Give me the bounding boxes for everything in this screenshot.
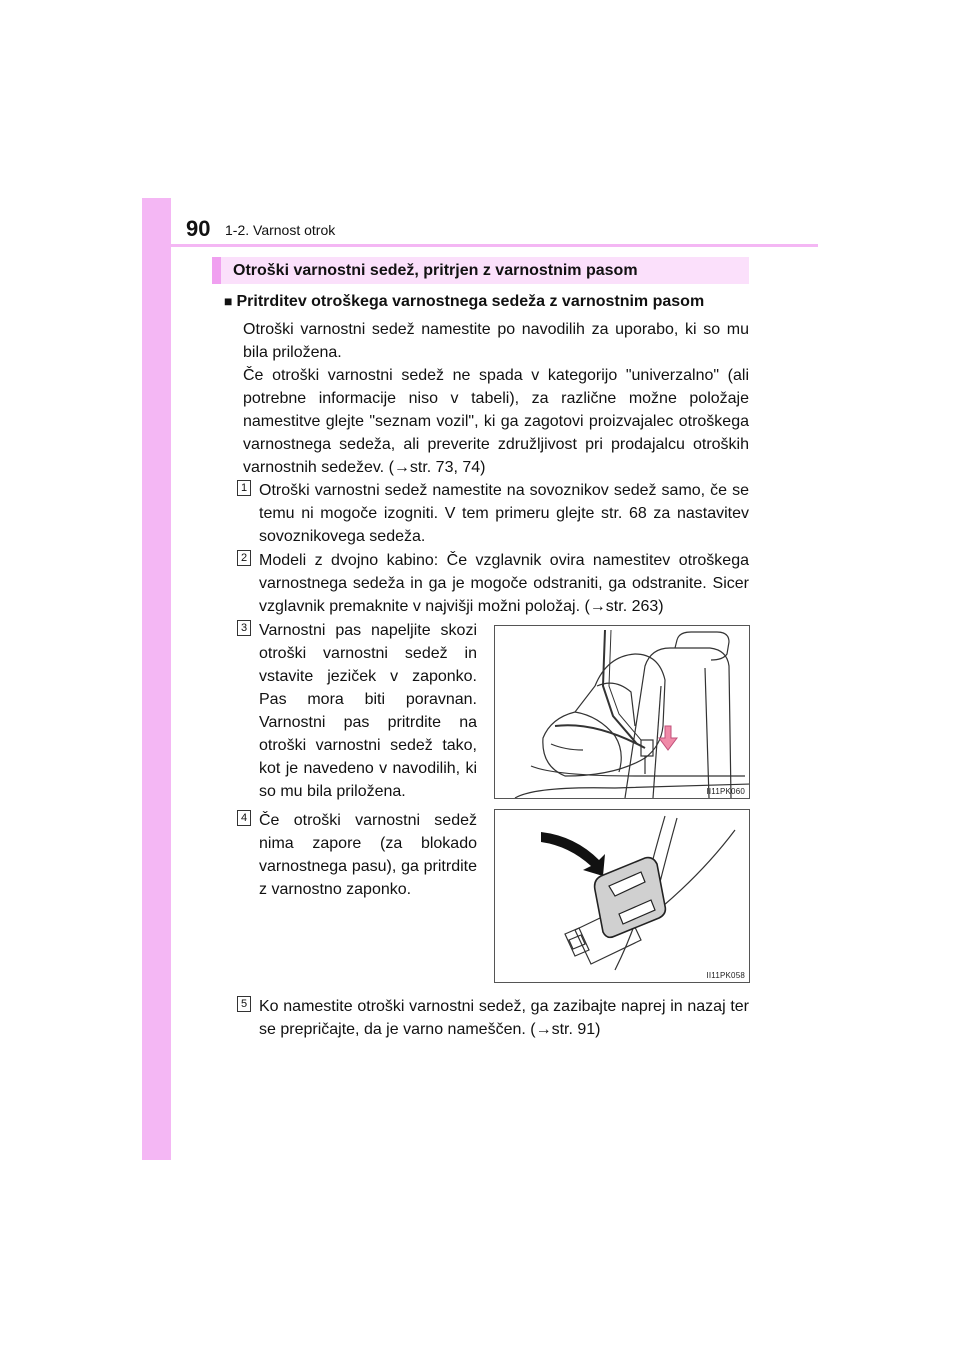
step-2-text: Modeli z dvojno kabino: Če vzglavnik ovira namestitev otroškega varnostnega sedeža in ga je mogoče odstraniti, ga odstranite. Sicer vzglavnik premaknite v najvišji možni položaj. (→str. 263) — [259, 552, 749, 615]
intro-paragraph-1: Otroški varnostni sedež namestite po navodilih za uporabo, ki so mu bila priložena. — [243, 321, 749, 361]
step-5-text: Ko namestite otroški varnostni sedež, ga zazibajte naprej in nazaj ter se prepričajte, da je varno nameščen. (→str. 91) — [259, 998, 749, 1038]
locking-clip-drawing — [495, 810, 750, 983]
arrow-icon — [541, 832, 605, 876]
subheading-text: Pritrditev otroškega varnostnega sedeža z varnostnim pasom — [236, 293, 705, 310]
step-number-5: 5 — [237, 996, 251, 1012]
step-4-text: Če otroški varnostni sedež nima zapore (za blokado varnostnega pasu), ga pritrdite z varnostno zaponko. — [259, 812, 477, 898]
square-bullet-icon: ■ — [224, 293, 233, 309]
figure-2-code: II11PK058 — [706, 971, 745, 980]
step-number-4: 4 — [237, 810, 251, 826]
section-heading — [212, 257, 749, 284]
step-3-text: Varnostni pas napeljite skozi otroški varnostni sedež in vstavite jeziček v zaponko. Pas mora biti poravnan. Varnostni pas pritrdite na otroški varnostni sedež tako, kot je navedeno v navodilih, ki so mu bila priložena. — [259, 622, 477, 800]
subheading — [224, 291, 704, 312]
page-number: 90 — [186, 216, 211, 241]
header-divider — [171, 244, 818, 247]
step-number-1: 1 — [237, 480, 251, 496]
step-number-2: 2 — [237, 550, 251, 566]
chapter-title: 1-2. Varnost otrok — [225, 222, 336, 238]
section-title: Otroški varnostni sedež, pritrjen z varnostnim pasom — [233, 262, 638, 279]
step-1-text: Otroški varnostni sedež namestite na sovoznikov sedež samo, če se temu ni mogoče izogniti. V tem primeru glejte str. 68 za nastavitev sovoznikovega sedeža. — [259, 482, 749, 545]
step-number-3: 3 — [237, 620, 251, 636]
arrow-down-icon — [659, 726, 677, 750]
locking-clip-illustration — [494, 809, 750, 983]
child-seat-illustration — [494, 625, 750, 799]
intro-paragraph-2: Če otroški varnostni sedež ne spada v kategorijo "univerzalno" (ali potrebne informacije niso v tabeli), za različne možne položaje namestitve glejte "seznam vozil", ki ga zagotovi proizvajalec otroškega varnostnega sedeža, ali preverite združljivost pri prodajalcu otroških varnostnih sedežev. (→str. 73, 74) — [243, 367, 749, 476]
sidebar-tab — [142, 198, 171, 1160]
child-seat-drawing — [495, 626, 750, 799]
figure-1-code: II11PK060 — [706, 787, 745, 796]
